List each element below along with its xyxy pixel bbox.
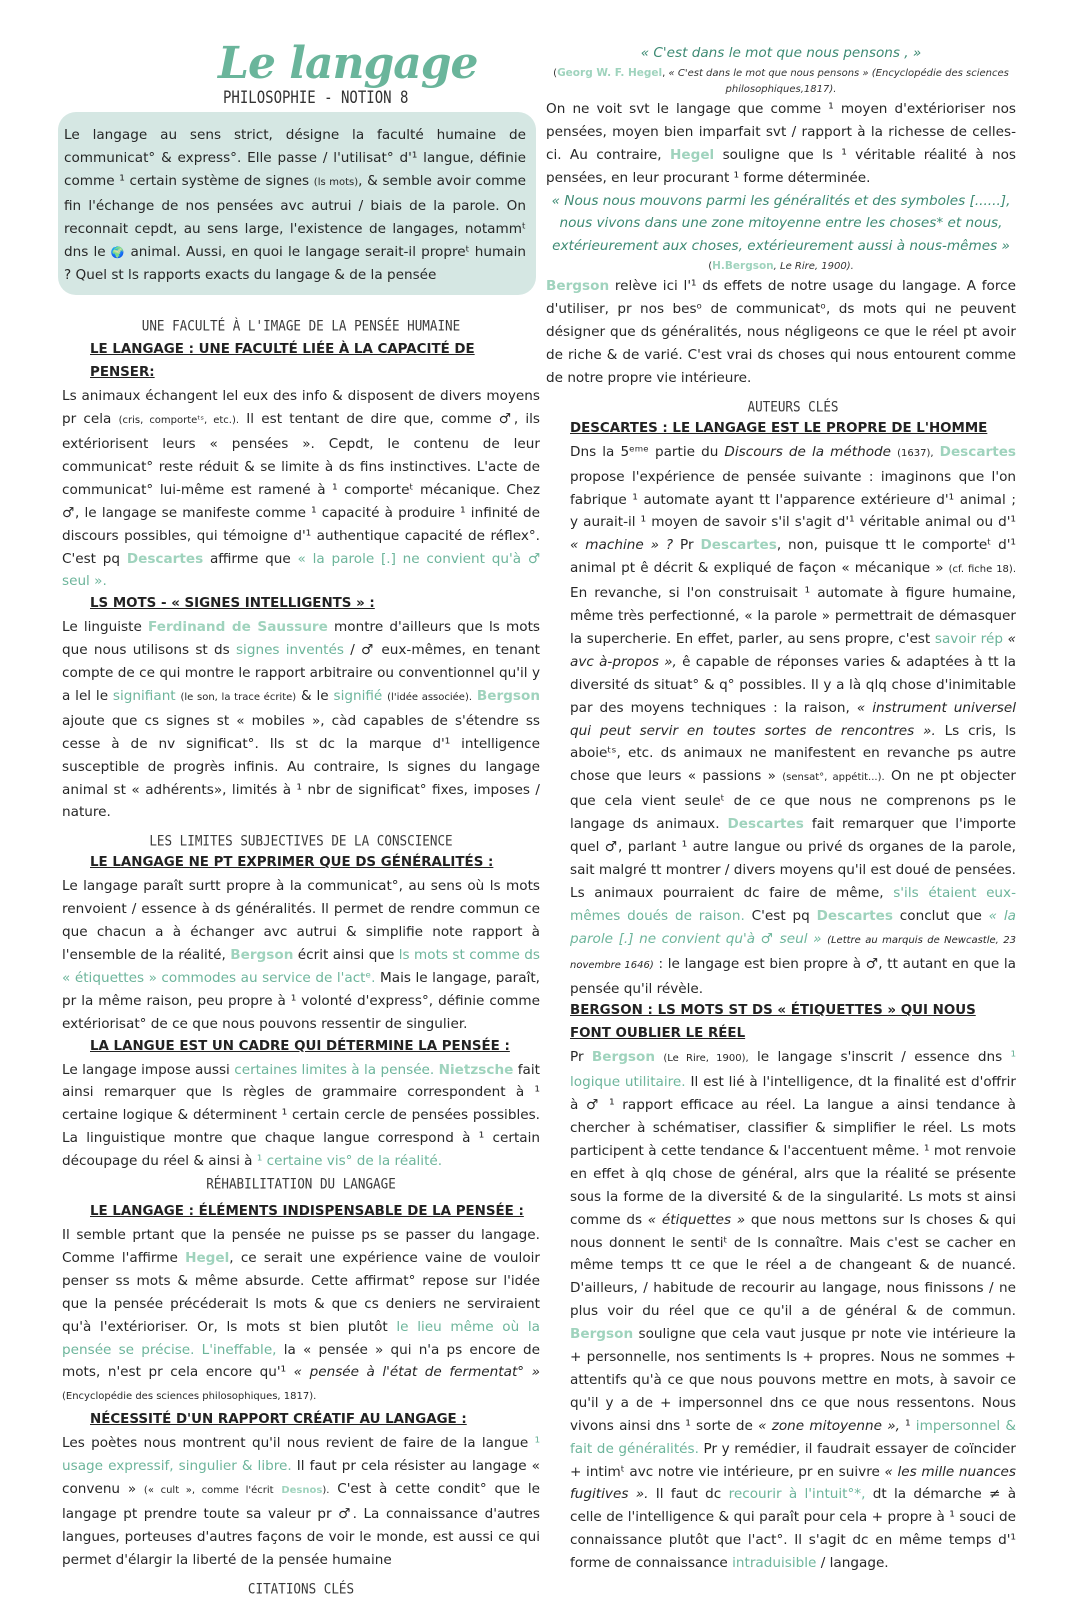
page-title: Le langage	[218, 38, 478, 89]
paragraph-saussure: Le linguiste Ferdinand de Saussure montre d'ailleurs que ls mots que nous utilisons st ds signes inventés / ♂ eux-mêmes, en tenant compte de ce qui montre le rapport arbitraire ou conventionnel qu'il y a lel le signifiant (le son, la trace écrite) & le signifié (l'idée associée). Bergson ajoute que cs signes st « mobiles », càd capables de s'étendre ss cesse à de nv significat°. Ils st dc la marque d'¹ intelligence susceptible de progrès infinis. Au contraire, ls signes du langage animal st « adhérents», limités à ¹ nbr de significat° fixes, imposes / nature.	[62, 619, 540, 821]
paragraph-poetes: Les poètes nous montrent qu'il nous revient de faire de la langue ¹ usage expressif, singulier & libre. Il faut pr cela résister au langage « convenu » (« cult », comme l'écrit Desnos). C'est à cette condit° que le langage pt prendre toute sa valeur pr ♂. La connaissance d'autres langues, porteuses d'autres façons de voir le monde, est aussi ce qui permet d'élargir la liberté de la pensée humaine	[62, 1435, 541, 1568]
section-heading-citations: CITATIONS CLÉS	[247, 1579, 355, 1597]
page-subtitle: PHILOSOPHIE - NOTION 8	[223, 88, 409, 108]
right-column	[546, 0, 1016, 1575]
section-heading-faculte: UNE FACULTÉ À L'IMAGE DE LA PENSÉE HUMAINE	[141, 317, 461, 335]
subheading-generalites: LE LANGAGE NE PT EXPRIMER QUE DS GÉNÉRALITÉS :	[90, 855, 494, 871]
auteurs-section	[546, 396, 1016, 1575]
section-heading-limites: LES LIMITES SUBJECTIVES DE LA CONSCIENCE	[149, 832, 453, 850]
quote-bergson-source: (H.Bergson, Le Rire, 1900).	[708, 260, 854, 273]
paragraph-animaux: Ls animaux échangent lel eux des info & disposent de divers moyens pr cela (cris, comporteᵗˢ, etc.). Il est tentant de dire que, comme ♂, ils extériorisent leurs « pensées ». Cepdt, le contenu de leur communicat° reste réduit & se limite à ds fins instinctives. L'acte de communicat° lui-même est ramené à ¹ comporteᵗ mécanique. Chez ♂, le langage se manifeste comme ¹ capacité à produire ¹ infinité de discours possibles, qui témoigne d'¹ authentique capacité de réflex°. C'est pq Descartes affirme que « la parole [.] ne convient qu'à ♂ seul ».	[62, 388, 541, 590]
subheading-bergson: BERGSON : LS MOTS ST DS « ÉTIQUETTES » QUI NOUS FONT OUBLIER LE RÉEL	[570, 1003, 976, 1042]
paragraph-generalites: Le langage paraît surtt propre à la communicat°, au sens où ls mots renvoient / essence à ds généralités. Il permet de rendre commun ce que chacun a à échanger avc autrui & simplifie note rapport à l'ensemble de la réalité, Bergson écrit ainsi que ls mots st comme ds « étiquettes » commodes au service de l'actᵉ. Mais le langage, paraît, pr la même raison, peu propre à ¹ volonté d'express°, définie comme extériorisat° de ce que nous pouvons ressentir de singulier.	[62, 878, 541, 1032]
quote-bergson: « Nous nous mouvons parmi les généralités et des symboles [......], nous vivons dans une zone mitoyenne entre les choses* et nous, extérieurement aux choses, extérieurement aussi à nous-mêmes »	[551, 192, 1011, 255]
paragraph-hegel-pensees: On ne voit svt le langage que comme ¹ moyen d'extérioriser nos pensées, moyen bien imparfait svt / rapport à la richesse de celles-ci. Au contraire, Hegel souligne que ls ¹ véritable réalité à nos pensées, en leur procurant ¹ forme déterminée.	[546, 100, 1016, 186]
subheading-signes: LS MOTS - « SIGNES INTELLIGENTS » :	[90, 596, 375, 612]
intro-text: Le langage au sens strict, désigne la faculté humaine de communicat° & express°. Elle passe / l'utilisat° d'¹ langue, définie comme ¹ certain système de signes (ls mots), & semble avoir comme fin l'échange de nos pensées avc autrui / biais de la parole. On reconnait cepdt, au sens large, l'existence de langages, notammᵗ dns le 🌍 animal. Aussi, en quoi le langage serait-il propreᵗ humain ? Quel st ls rapports exacts du langage & de la pensée	[64, 127, 527, 284]
quote-hegel-source: (Georg W. F. Hegel, « C'est dans le mot que nous pensons » (Encyclopédie des sciences philosophiques,1817).	[553, 66, 1009, 95]
paragraph-descartes: Dns la 5ᵉᵐᵉ partie du Discours de la méthode (1637), Descartes propose l'expérience de pensée suivante : imaginons que l'on fabrique ¹ automate ayant tt l'apparence extérieure d'¹ animal ; y aurait-il ¹ moyen de savoir s'il s'agit d'¹ véritable animal ou d'¹ « machine » ? Pr Descartes, non, puisque tt le comporteᵗ d'¹ animal pt ê décrit & expliqué de façon « mécanique » (cf. fiche 18). En revanche, si l'on construisait ¹ automate à figure humaine, même très perfectionné, « la parole » permettrait de démasquer la supercherie. En effet, parler, au sens propre, c'est savoir rép « avc à-propos », ê capable de réponses varies & adaptées à tt la diversité ds situat° & q° possibles. Il y a là qlq chose d'inimitable par des moyens techniques : la raison, « instrument universel qui peut servir en toutes sortes de rencontres ». Ls cris, ls aboieᵗˢ, etc. ds animaux ne manifestent en revanche ps autre chose que leurs « passions » (sensat°, appétit...). On ne pt objecter que cela vient seuleᵗ de ce que nous ne comprenons ps le langage ds animaux. Descartes fait remarquer que l'importe quel ♂, parlant ¹ autre langue ou privé ds organes de la parole, sait malgré tt montrer / divers moyens qu'il est doué de pensées. Ls animaux pourraient dc faire de même, s'ils étaient eux-mêmes doués de raison. C'est pq Descartes conclut que « la parole [.] ne convient qu'à ♂ seul » (Lettre au marquis de Newcastle, 23 novembre 1646) : le langage est bien propre à ♂, tt autant en que la pensée qu'il révèle.	[570, 443, 1017, 997]
author-name: Descartes	[126, 550, 204, 567]
intro-box	[58, 112, 536, 295]
title-area	[62, 0, 540, 112]
left-column	[62, 0, 540, 1600]
paragraph-bergson: Pr Bergson (Le Rire, 1900), le langage s'inscrit / essence dns ¹ logique utilitaire. Il est lié à l'intelligence, dt la finalité est d'offrir à ♂ ¹ rapport efficace au réel. La langue a ainsi tendance à chercher à schématiser, classifier & simplifier le réel. Ls mots participent à cette tendance & l'accentuent même. ¹ mot renvoie en effet à qlq chose de général, alrs que la réalité se présente sous la forme de la diversité & de la singularité. Ls mots st ainsi comme ds « étiquettes » que nous mettons sur ls choses & qui nous donnent le sentiᵗ de ls connaître. Mais c'est se cacher en même temps tt ce que le réel a de changeant & de nuancé. D'ailleurs, / habitude de recourir au langage, nous finissons / ne plus voir du réel que ce qu'il a de général & de commun. Bergson souligne que cela vaut jusque pr note vie intérieure la + personnelle, nos sentiments ls + propres. Nous ne sommes + attentifs qu'à ce que nous pouvons mettre en mots, à savoir ce qu'il y a de + impersonnel dns ce que nous ressentons. Nous vivons ainsi dns ¹ sorte de « zone mitoyenne », ¹ impersonnel & fait de généralités. Pr y remédier, il faudrait essayer de coïncider + intimᵗ avc notre vie intérieure, pr en suivre « les mille nuances fugitives ». Il faut dc recourir à l'intuit°*, dt la démarche ≠ à celle de l'intelligence & qui paraît pour cela + propre à ¹ souci de connaissance plutôt que l'act°. Il s'agit dc en même temps d'¹ forme de connaissance intraduisible / langage.	[570, 1049, 1017, 1572]
paragraph-hegel: Il semble prtant que la pensée ne puisse ps se passer du langage. Comme l'affirme Hegel, ce serait une expérience vaine de vouloir penser ss mots & même absurde. Cette affirmat° repose sur l'idée que la pensée précéderait ls mots & que cs deniers ne serviraient qu'à l'extérioriser. Or, ls mots st bien plutôt le lieu même où la pensée se précise. L'ineffable, la « pensée » qui n'a ps encore de mots, n'est pr cela encore qu'¹ « pensée à l'état de fermentat° » (Encyclopédie des sciences philosophiques, 1817).	[62, 1226, 540, 1403]
section-heading-rehabilitation: RÉHABILITATION DU LANGAGE	[206, 1174, 396, 1193]
subheading-faculte-penser: LE LANGAGE : UNE FACULTÉ LIÉE À LA CAPACITÉ DE PENSER:	[90, 342, 475, 381]
subheading-descartes: DESCARTES : LE LANGAGE EST LE PROPRE DE L'HOMME	[570, 420, 988, 436]
paragraph-nietzsche: Le langage impose aussi certaines limites à la pensée. Nietzsche fait ainsi remarquer que ls règles de grammaire correspondent à ¹ certaine logique & déterminent ¹ certain cercle de pensées possibles. La linguistique montre que chaque langue correspond à ¹ certain découpage du réel & ainsi à ¹ certaine vis° de la réalité.	[62, 1061, 540, 1170]
quote-hegel: « C'est dans le mot que nous pensons , »	[640, 45, 922, 61]
globe-icon: 🌍	[110, 245, 126, 259]
paragraph-bergson-effets: Bergson relève ici l'¹ ds effets de notre usage du langage. A force d'utiliser, pr nos besᵒ de communicatᵒ, ds mots qui ne peuvent désigner que ds généralités, nous négligeons ce que le réel pt avoir de riche & de varié. C'est vrai ds choses qui nous entourent comme de notre propre vie intérieure.	[546, 278, 1016, 386]
subheading-indispensable: LE LANGAGE : ÉLÉMENTS INDISPENSABLE DE LA PENSÉE :	[90, 1204, 524, 1220]
subheading-cadre: LA LANGUE EST UN CADRE QUI DÉTERMINE LA PENSÉE :	[90, 1038, 510, 1054]
subheading-creatif: NÉCESSITÉ D'UN RAPPORT CRÉATIF AU LANGAGE :	[90, 1412, 467, 1428]
section-heading-auteurs: AUTEURS CLÉS	[747, 397, 839, 415]
